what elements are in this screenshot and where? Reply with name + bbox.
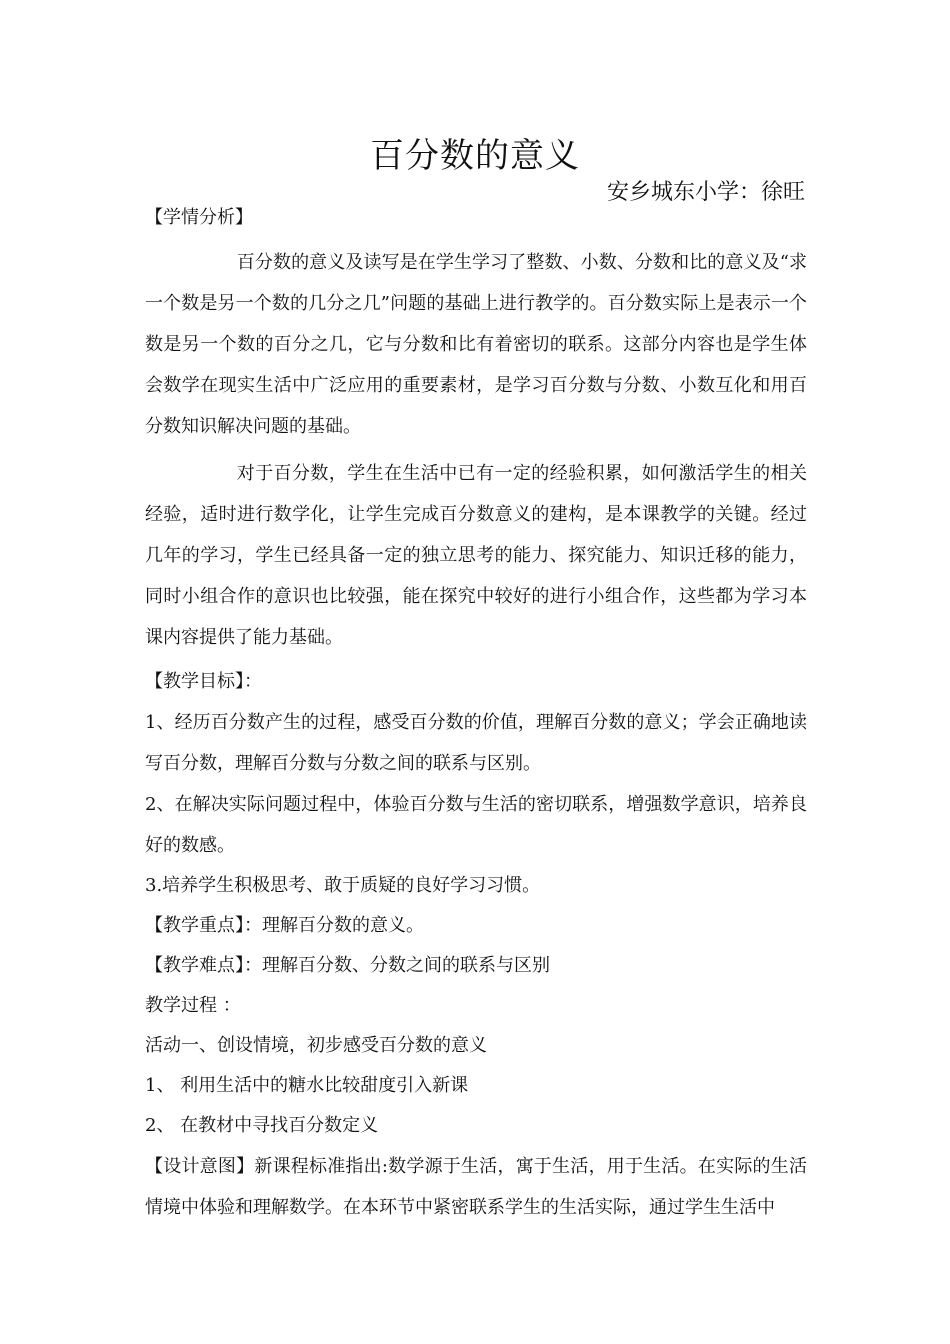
document-title: 百分数的意义	[370, 136, 580, 176]
analysis-paragraph-2	[145, 453, 807, 658]
analysis-paragraph-1-text: 百分数的意义及读写是在学生学习了整数、小数、分数和比的意义及“求一个数是另一个数的几分之几”问题的基础上进行教学的。百分数实际上是表示一个数是另一个数的百分之几，它与分数和比有着密切的联系。这部分内容也是学生体会数学在现实生活中广泛应用的重要素材，是学习百分数与分数、小数互化和用百分数知识解决问题的基础。	[145, 252, 807, 437]
activity1-step-1: 1、 利用生活中的糖水比较甜度引入新课	[145, 1075, 469, 1096]
key-point: 【教学重点】：理解百分数的意义。	[145, 915, 424, 936]
goal-item-3: 3.培养学生积极思考、敢于质疑的良好学习习惯。	[145, 875, 541, 896]
analysis-paragraph-2-text: 对于百分数，学生在生活中已有一定的经验积累，如何激活学生的相关经验，适时进行数学化，让学生完成百分数意义的建构，是本课教学的关键。经过几年的学习，学生已经具备一定的独立思考的能力、探究能力、知识迁移的能力，同时小组合作的意识也比较强，能在探究中较好的进行小组合作，这些都为学习本课内容提供了能力基础。	[145, 463, 807, 648]
goal-item-2	[145, 784, 807, 866]
analysis-paragraph-1	[145, 242, 807, 447]
goal-item-1-text: 1、经历百分数产生的过程，感受百分数的价值，理解百分数的意义；学会正确地读写百分数，理解百分数与分数之间的联系与区别。	[145, 712, 807, 774]
design-intent-text: 【设计意图】新课程标准指出:数学源于生活，寓于生活，用于生活。在实际的生活情境中体验和理解数学。在本环节中紧密联系学生的生活实际，通过学生生活中	[145, 1156, 807, 1218]
goal-item-2-text: 2、在解决实际问题过程中，体验百分数与生活的密切联系，增强数学意识，培养良好的数感。	[145, 794, 807, 856]
activity1-step-2: 2、 在教材中寻找百分数定义	[145, 1115, 379, 1136]
process-heading: 教学过程 ：	[145, 995, 241, 1016]
goals-heading: 【教学目标】：	[145, 671, 262, 692]
analysis-heading: 【学情分析】	[145, 207, 253, 228]
activity1-heading: 活动一、创设情境，初步感受百分数的意义	[145, 1035, 487, 1056]
document-author: 安乡城东小学：徐旺	[606, 180, 805, 205]
difficult-point: 【教学难点】：理解百分数、分数之间的联系与区别	[145, 955, 550, 976]
design-intent	[145, 1146, 807, 1228]
document-body	[145, 200, 807, 1228]
goal-item-1	[145, 702, 807, 784]
